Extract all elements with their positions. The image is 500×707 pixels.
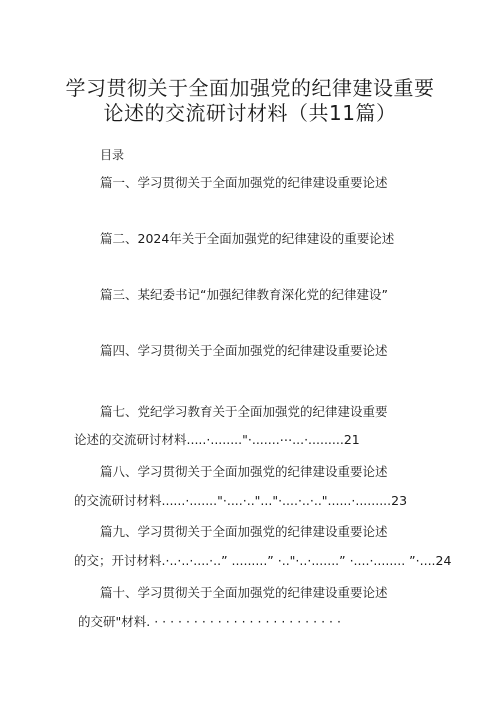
toc-entry: 篇十、学习贯彻关于全面加强党的纪律建设重要论述	[100, 585, 388, 600]
toc-entry: 篇七、党纪学习教育关于全面加强党的纪律建设重要	[100, 404, 388, 419]
toc-entry: 篇一、学习贯彻关于全面加强党的纪律建设重要论述	[100, 175, 388, 190]
toc-entry: 篇八、学习贯彻关于全面加强党的纪律建设重要论述	[100, 464, 388, 479]
toc-entry: 篇四、学习贯彻关于全面加强党的纪律建设重要论述	[100, 343, 388, 358]
toc-label: 目录	[100, 148, 125, 162]
document-title-line-1: 学习贯彻关于全面加强党的纪律建设重要	[65, 76, 435, 100]
toc-entry-continuation: 的交研"材料. · · · · · · · · · · · · · · · · · · · · · · · ·	[78, 614, 341, 629]
toc-entry: 篇九、学习贯彻关于全面加强党的纪律建设重要论述	[100, 524, 388, 539]
toc-entry-continuation: 论述的交流研讨材料.....·........"·.......⋯...·.........21	[74, 432, 360, 447]
toc-entry: 篇三、某纪委书记“加强纪律教育深化党的纪律建设”	[100, 287, 388, 302]
toc-entry-continuation: 的交流研讨材料......·......."·....·.."..."·....·..·.."......·.........23	[74, 493, 408, 508]
toc-entry-continuation: 的交；开讨材料.·..·..·....·..” .........” ·.."·..·.......” ·....·........ ”·....24	[74, 553, 452, 568]
toc-entry: 篇二、2024年关于全面加强党的纪律建设的重要论述	[100, 231, 395, 246]
document-title-line-2: 论述的交流研讨材料（共11篇）	[103, 101, 397, 125]
